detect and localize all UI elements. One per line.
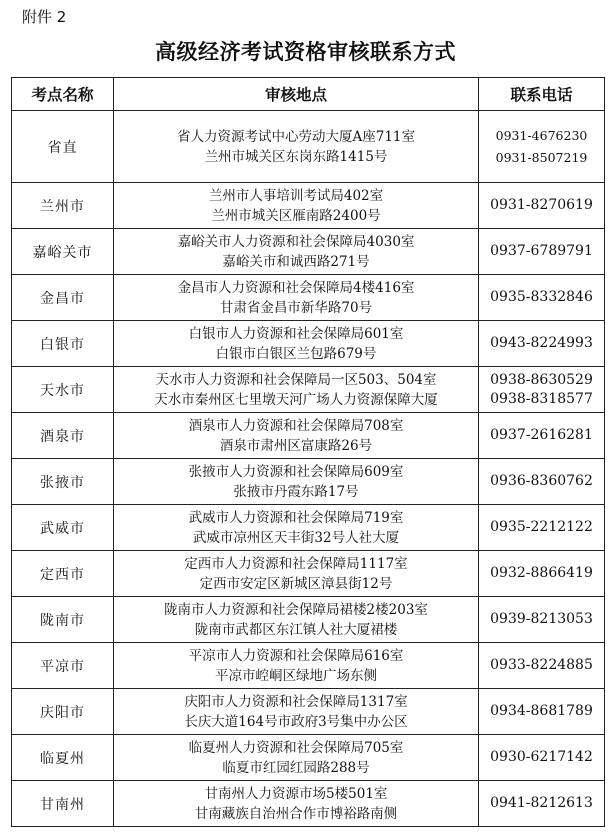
address-line: 兰州市人事培训考试局402室	[208, 187, 384, 204]
table-row	[12, 735, 605, 781]
table-row	[12, 413, 605, 459]
table-row	[12, 781, 605, 827]
contact-phone	[479, 781, 605, 827]
contact-phone	[479, 229, 605, 275]
address-line: 平凉市崆峒区绿地广场东侧	[215, 667, 377, 684]
contact-phone	[479, 551, 605, 597]
contact-table	[11, 77, 605, 827]
address-line: 兰州市城关区雁南路2400号	[211, 207, 381, 224]
address-line: 张掖市丹霞东路17号	[233, 483, 359, 500]
exam-site-name: 定西市	[12, 551, 114, 597]
address-line: 金昌市人力资源和社会保障局4楼416室	[177, 279, 415, 296]
review-address	[114, 597, 479, 643]
table-row	[12, 643, 605, 689]
exam-site-name: 平凉市	[12, 643, 114, 689]
phone-number: 0943-8224993	[490, 335, 593, 351]
phone-number: 0930-6217142	[490, 749, 593, 765]
phone-number: 0938-8630529	[490, 371, 593, 388]
review-address	[114, 781, 479, 827]
contact-phone	[479, 111, 605, 183]
contact-phone	[479, 413, 605, 459]
address-line: 天水市秦州区七里墩天河广场人力资源保障大厦	[154, 391, 438, 408]
address-line: 甘肃省金昌市新华路70号	[219, 299, 373, 316]
address-line: 长庆大道164号市政府3号集中办公区	[184, 713, 408, 730]
phone-number: 0935-8332846	[490, 289, 593, 305]
address-line: 武威市人力资源和社会保障局719室	[188, 509, 404, 526]
page-title: 高级经济考试资格审核联系方式	[155, 39, 456, 64]
address-line: 平凉市人力资源和社会保障局616室	[188, 647, 404, 664]
contact-phone	[479, 275, 605, 321]
address-line: 嘉峪关市和诚西路271号	[222, 253, 370, 270]
table-header-row	[12, 78, 605, 111]
table-row	[12, 367, 605, 413]
address-line: 天水市人力资源和社会保障局一区503、504室	[155, 371, 437, 388]
review-address	[114, 321, 479, 367]
contact-phone	[479, 643, 605, 689]
phone-number: 0937-2616281	[490, 427, 593, 443]
address-line: 临夏州人力资源和社会保障局705室	[188, 739, 404, 756]
review-address	[114, 643, 479, 689]
address-line: 定西市人力资源和社会保障局1117室	[184, 555, 408, 572]
header-address: 审核地点	[114, 78, 479, 111]
review-address	[114, 275, 479, 321]
address-line: 省人力资源考试中心劳动大厦A座711室	[176, 128, 416, 145]
address-line: 庆阳市人力资源和社会保障局1317室	[184, 693, 408, 710]
contact-phone	[479, 505, 605, 551]
phone-number: 0933-8224885	[490, 657, 593, 673]
address-line: 陇南市人力资源和社会保障局裙楼2楼203室	[164, 601, 428, 618]
exam-site-name: 省直	[12, 111, 114, 183]
phone-number: 0937-6789791	[490, 243, 593, 259]
exam-site-name: 庆阳市	[12, 689, 114, 735]
contact-phone	[479, 689, 605, 735]
table-row	[12, 183, 605, 229]
exam-site-name: 甘南州	[12, 781, 114, 827]
address-line: 嘉峪关市人力资源和社会保障局4030室	[177, 233, 415, 250]
attachment-label: 附件 2	[22, 8, 67, 26]
exam-site-name: 张掖市	[12, 459, 114, 505]
exam-site-name: 酒泉市	[12, 413, 114, 459]
review-address	[114, 551, 479, 597]
table-row	[12, 551, 605, 597]
phone-number: 0941-8212613	[490, 795, 593, 811]
phone-number: 0931-8270619	[490, 197, 593, 213]
contact-phone	[479, 183, 605, 229]
table-row	[12, 689, 605, 735]
phone-number: 0936-8360762	[490, 473, 593, 489]
phone-number: 0939-8213053	[490, 611, 593, 627]
address-line: 定西市安定区新城区漳县街12号	[199, 575, 393, 592]
header-phone: 联系电话	[479, 78, 605, 111]
exam-site-name: 金昌市	[12, 275, 114, 321]
review-address	[114, 367, 479, 413]
table-row	[12, 321, 605, 367]
review-address	[114, 505, 479, 551]
table-row	[12, 275, 605, 321]
table-row	[12, 505, 605, 551]
review-address	[114, 413, 479, 459]
exam-site-name: 天水市	[12, 367, 114, 413]
address-line: 酒泉市肃州区富康路26号	[219, 437, 373, 454]
address-line: 甘南州人力资源市场5楼501室	[204, 785, 388, 802]
exam-site-name: 陇南市	[12, 597, 114, 643]
contact-phone	[479, 597, 605, 643]
review-address	[114, 229, 479, 275]
review-address	[114, 111, 479, 183]
table-row	[12, 111, 605, 183]
phone-number: 0935-2212122	[490, 519, 593, 535]
contact-phone	[479, 321, 605, 367]
review-address	[114, 735, 479, 781]
address-line: 临夏市红园红园路288号	[222, 759, 370, 776]
phone-number: 0931-8507219	[495, 149, 588, 165]
phone-number: 0931-4676230	[495, 127, 588, 143]
phone-number: 0938-8318577	[490, 390, 593, 407]
table-row	[12, 229, 605, 275]
address-line: 陇南市武都区东江镇人社大厦裙楼	[194, 621, 398, 638]
exam-site-name: 白银市	[12, 321, 114, 367]
header-name: 考点名称	[12, 78, 114, 111]
review-address	[114, 459, 479, 505]
address-line: 武威市凉州区天丰街32号人社大厦	[192, 529, 400, 546]
exam-site-name: 武威市	[12, 505, 114, 551]
contact-phone	[479, 735, 605, 781]
exam-site-name: 嘉峪关市	[12, 229, 114, 275]
phone-number: 0932-8866419	[490, 565, 593, 581]
review-address	[114, 183, 479, 229]
address-line: 甘南藏族自治州合作市博裕路南侧	[194, 805, 398, 822]
contact-phone	[479, 459, 605, 505]
contact-phone	[479, 367, 605, 413]
address-line: 酒泉市人力资源和社会保障局708室	[188, 417, 404, 434]
review-address	[114, 689, 479, 735]
table-row	[12, 459, 605, 505]
address-line: 张掖市人力资源和社会保障局609室	[188, 463, 404, 480]
phone-number: 0934-8681789	[490, 703, 593, 719]
address-line: 兰州市城关区东岗东路1415号	[204, 148, 388, 165]
address-line: 白银市人力资源和社会保障局601室	[188, 325, 404, 342]
exam-site-name: 兰州市	[12, 183, 114, 229]
table-row	[12, 597, 605, 643]
exam-site-name: 临夏州	[12, 735, 114, 781]
address-line: 白银市白银区兰包路679号	[215, 345, 377, 362]
